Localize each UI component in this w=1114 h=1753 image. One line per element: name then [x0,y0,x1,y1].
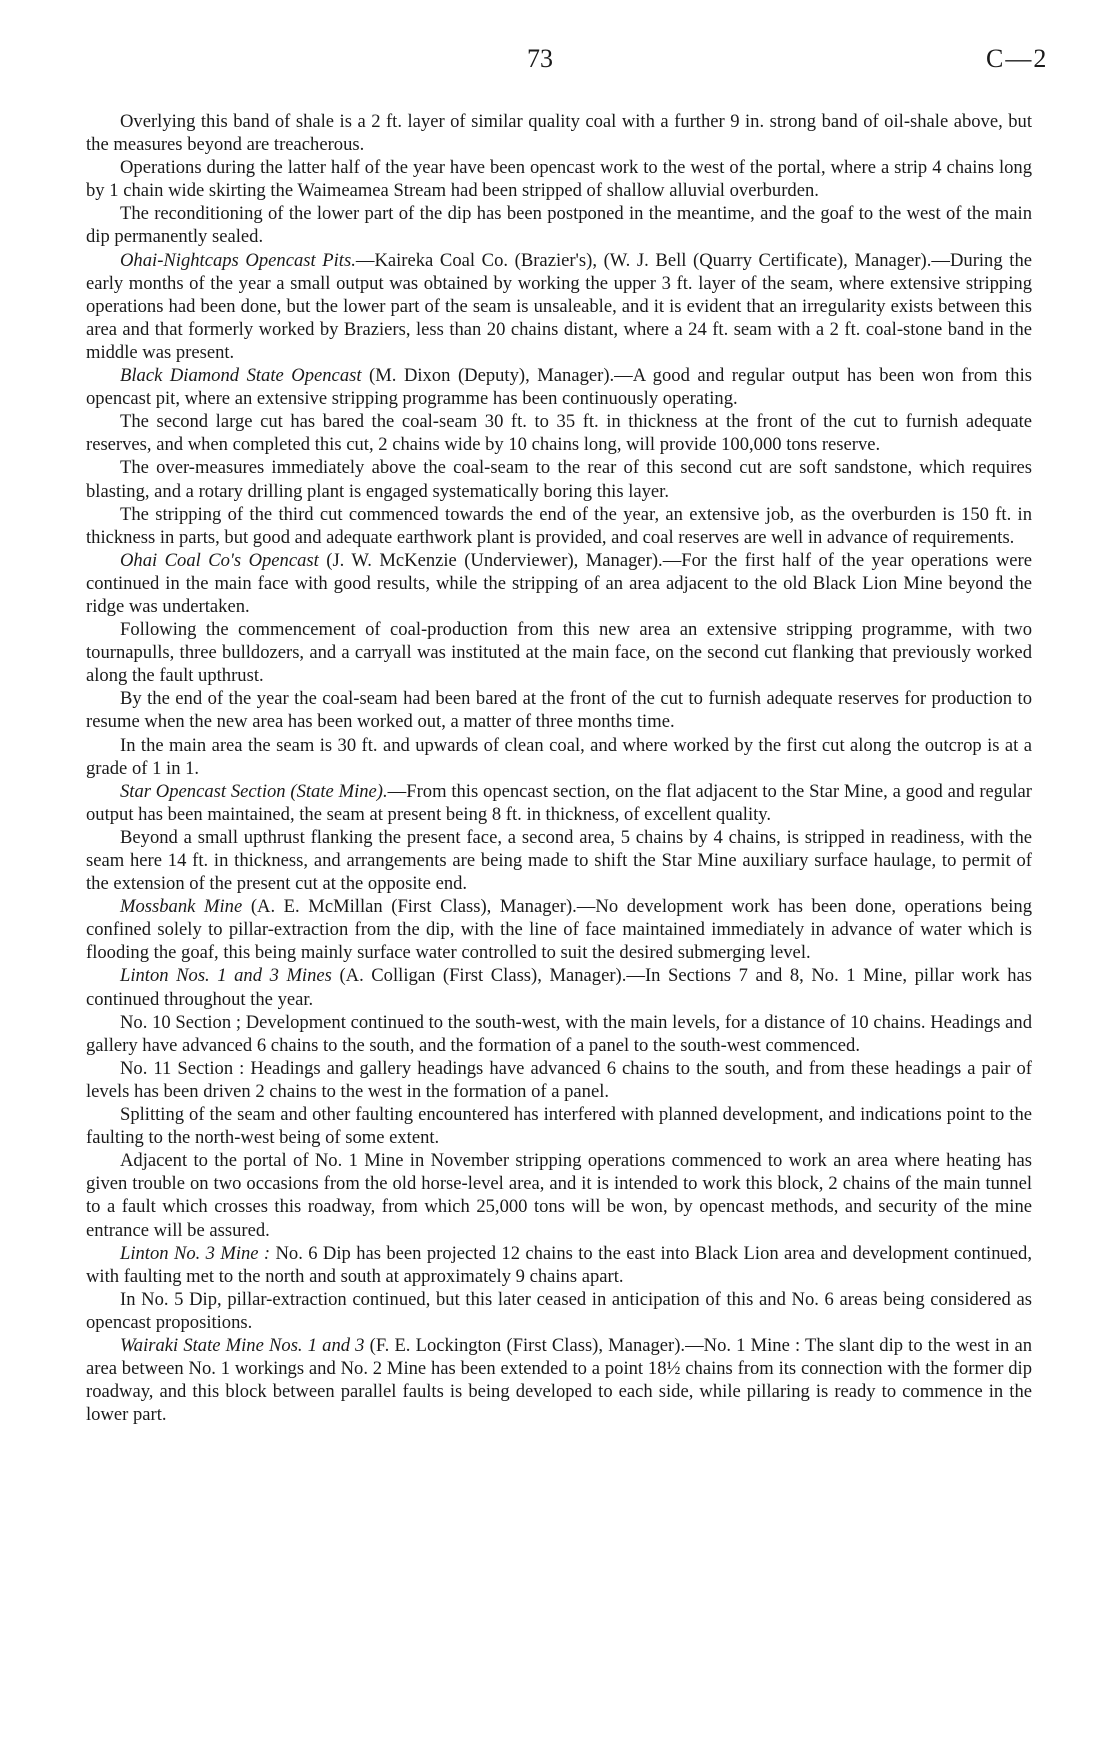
paragraph [86,1242,1032,1288]
paragraph-text: (J. W. McKenzie (Underviewer), Manager).—For the first half of the year operations were continued in the main face with good results, while the stripping of an area adjacent to the old Black Lion Mine beyond the ridge was undertaken. [86,549,1032,617]
paragraph [86,549,1032,618]
paragraph-text: The over-measures immediately above the coal-seam to the rear of this second cut are soft sandstone, which requires blasting, and a rotary drilling plant is engaged systematically boring this layer. [86,457,1032,502]
paragraph [86,1103,1032,1149]
document-reference: C—2 [986,44,1049,73]
paragraph [86,1057,1032,1103]
paragraph-lead: Mossbank Mine [120,896,243,918]
paragraph [86,895,1032,964]
paragraph-text: (A. E. McMillan (First Class), Manager).—No development work has been done, operations being confined solely to pillar-extraction from the dip, with the line of face maintained immediately in advance of water which is flooding the goaf, this being mainly surface water controlled to suit the desired submerging level. [86,896,1033,964]
paragraph [86,1288,1032,1334]
paragraph-lead: Ohai Coal Co's Opencast [120,549,319,571]
paragraph-text: (A. Colligan (First Class), Manager).—In Sections 7 and 8, No. 1 Mine, pillar work has continued throughout the year. [86,965,1032,1010]
paragraph-text: Following the commencement of coal-production from this new area an extensive stripping programme, with two tournapulls, three bulldozers, and a carryall was instituted at the main face, on the second cut flanking that previously worked along the fault upthrust. [86,619,1032,687]
paragraph [86,1011,1032,1057]
paragraph-text: In No. 5 Dip, pillar-extraction continued, but this later ceased in anticipation of this and No. 6 areas being considered as opencast propositions. [86,1288,1032,1333]
paragraph-text: In the main area the seam is 30 ft. and upwards of clean coal, and where worked by the first cut along the outcrop is at a grade of 1 in 1. [86,734,1032,779]
paragraph-lead: Black Diamond State Opencast [120,365,362,387]
paragraph-lead: Linton Nos. 1 and 3 Mines [120,965,332,987]
paragraph-text: The second large cut has bared the coal-seam 30 ft. to 35 ft. in thickness at the front of the cut to furnish adequate reserves, and when completed this cut, 2 chains wide by 10 chains long, will provide 100,000 tons reserve. [86,411,1032,456]
paragraph-text: The stripping of the third cut commenced towards the end of the year, an extensive job, as the overburden is 150 ft. in thickness in parts, but good and adequate earthwork plant is provided, and coal reserves are well in advance of requirements. [86,503,1032,548]
paragraph-lead: Wairaki State Mine Nos. 1 and 3 [120,1334,365,1356]
paragraph-text: Splitting of the seam and other faulting encountered has interfered with planned development, and indications point to the faulting to the north-west being of some extent. [86,1104,1032,1149]
paragraph [86,734,1032,780]
paragraph [86,964,1032,1010]
paragraph-text: —From this opencast section, on the flat adjacent to the Star Mine, a good and regular output has been maintained, the seam at present being 8 ft. in thickness, of excellent quality. [86,780,1032,825]
paragraph-text: No. 11 Section : Headings and gallery headings have advanced 6 chains to the south, and from these headings a pair of levels has been driven 2 chains to the west in the formation of a panel. [86,1057,1032,1102]
paragraph-text: Overlying this band of shale is a 2 ft. layer of similar quality coal with a further 9 in. strong band of oil-shale above, but the measures beyond are treacherous. [86,111,1032,156]
paragraph [86,364,1032,410]
paragraph-text: Adjacent to the portal of No. 1 Mine in November stripping operations commenced to work an area where heating has given trouble on two occasions from the old horse-level area, and it is intended to work this block, 2 chains of the main tunnel to a fault which crosses this roadway, from which 25,000 tons will be won, by opencast methods, and security of the mine entrance will be assured. [86,1150,1032,1241]
paragraph [86,618,1032,687]
paragraph [86,202,1032,248]
paragraph [86,156,1032,202]
paragraph [86,410,1032,456]
paragraph [86,1149,1032,1241]
paragraph-text: By the end of the year the coal-seam had been bared at the front of the cut to furnish adequate reserves for production to resume when the new area has been worked out, a matter of three months time. [86,688,1032,733]
paragraph [86,1334,1032,1426]
paragraph [86,780,1032,826]
paragraph-text: —Kaireka Coal Co. (Brazier's), (W. J. Bell (Quarry Certificate), Manager).—During the early months of the year a small output was obtained by working the upper 3 ft. layer of the seam, where extensive stripping operations had been done, but the lower part of the seam is unsaleable, and it is evident that an irregularity exists between this area and that formerly worked by Braziers, less than 20 chains distant, where a 24 ft. seam with a 2 ft. coal-stone band in the middle was present. [86,249,1032,363]
paragraph-lead: Star Opencast Section (State Mine). [120,780,388,802]
paragraph-lead: Linton No. 3 Mine : [120,1242,271,1264]
paragraph-text: Operations during the latter half of the year have been opencast work to the west of the portal, where a strip 4 chains long by 1 chain wide skirting the Waimeamea Stream had been stripped of shallow alluvial overburden. [86,157,1032,202]
paragraph-text: No. 6 Dip has been projected 12 chains to the east into Black Lion area and development continued, with faulting met to the north and south at approximately 9 chains apart. [86,1242,1032,1287]
paragraph [86,503,1032,549]
paragraph-text: (M. Dixon (Deputy), Manager).—A good and regular output has been won from this opencast pit, where an extensive stripping programme has been continuously operating. [86,365,1032,410]
paragraph [86,456,1032,502]
paragraph-text: (F. E. Lockington (First Class), Manager).—No. 1 Mine : The slant dip to the west in an area between No. 1 workings and No. 2 Mine has been extended to a point 18½ chains from its connection with the former dip roadway, and this block between parallel faults is being developed to each side, while pillaring is ready to commence in the lower part. [86,1334,1032,1426]
paragraph [86,826,1032,895]
paragraph-lead: Ohai-Nightcaps Opencast Pits. [120,249,356,271]
paragraph [86,249,1032,364]
paragraph [86,687,1032,733]
paragraph [86,110,1032,156]
page-header [0,40,1114,80]
paragraph-text: The reconditioning of the lower part of the dip has been postponed in the meantime, and the goaf to the west of the main dip permanently sealed. [86,203,1032,248]
paragraph-text: Beyond a small upthrust flanking the present face, a second area, 5 chains by 4 chains, is stripped in readiness, with the seam here 14 ft. in thickness, and arrangements are being made to shift the Star Mine auxiliary surface haulage, to permit of the extension of the present cut at the opposite end. [86,826,1032,895]
paragraph-text: No. 10 Section ; Development continued to the south-west, with the main levels, for a distance of 10 chains. Headings and gallery have advanced 6 chains to the south, and the formation of a panel to the south-west commenced. [86,1011,1032,1056]
page-number: 73 [527,44,553,73]
body-text [86,110,1032,1426]
